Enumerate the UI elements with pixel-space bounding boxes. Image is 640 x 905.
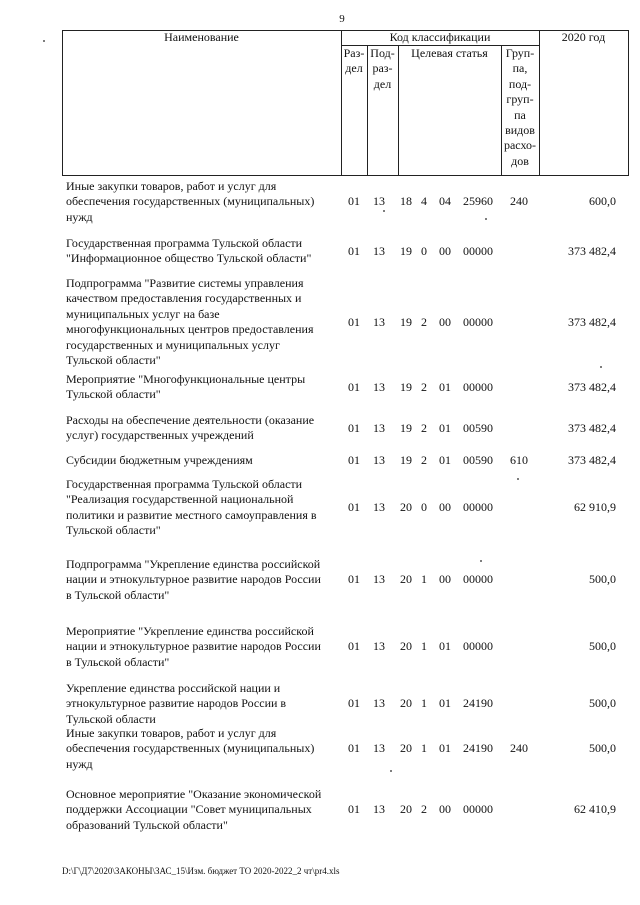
activity-code: 01: [439, 420, 451, 435]
razdel-code: 01: [348, 696, 360, 711]
subprogram-code: 2: [421, 420, 427, 435]
direction-code: 00000: [463, 500, 493, 515]
activity-code: 01: [439, 696, 451, 711]
program-code: 20: [400, 500, 412, 515]
row-name: Государственная программа Тульской области "Информационное общество Тульской области": [66, 236, 312, 266]
program-code: 20: [400, 741, 412, 756]
header-right-border: [628, 30, 629, 176]
subprogram-code: 1: [421, 741, 427, 756]
podrazdel-code: 13: [373, 314, 385, 329]
subprogram-code: 4: [421, 194, 427, 209]
direction-code: 00000: [463, 314, 493, 329]
activity-code: 01: [439, 379, 451, 394]
header-razdel: Раз- дел: [343, 46, 365, 76]
program-code: 19: [400, 314, 412, 329]
activity-code: 01: [439, 639, 451, 654]
amount-2020: 373 482,4: [568, 243, 616, 258]
subprogram-code: 1: [421, 639, 427, 654]
row-name: Основное мероприятие "Оказание экономической поддержки Ассоциации "Совет муниципальных образований Тульской области": [66, 787, 322, 832]
header-vid: Груп- па, под- груп- па видов расхо- дов: [503, 46, 537, 168]
table-header: [0, 28, 640, 176]
direction-code: 00000: [463, 639, 493, 654]
amount-2020: 500,0: [589, 741, 616, 756]
activity-code: 01: [439, 741, 451, 756]
direction-code: 25960: [463, 194, 493, 209]
program-code: 20: [400, 639, 412, 654]
scan-speck: [383, 210, 385, 212]
file-path-footer: D:\Г\Д7\2020\ЗАКОНЫ\ЗАС_15\Изм. бюджет ТО 2020-2022_2 чт\pr4.xls: [62, 866, 340, 876]
podrazdel-code: 13: [373, 696, 385, 711]
direction-code: 00000: [463, 243, 493, 258]
amount-2020: 62 410,9: [574, 802, 616, 817]
podrazdel-code: 13: [373, 420, 385, 435]
scan-speck: [517, 478, 519, 480]
razdel-code: 01: [348, 243, 360, 258]
razdel-code: 01: [348, 420, 360, 435]
header-year: 2020 год: [561, 30, 606, 44]
razdel-code: 01: [348, 639, 360, 654]
subprogram-code: 0: [421, 500, 427, 515]
header-classification: Код классификации: [389, 30, 491, 44]
header-col-divider: [539, 30, 540, 176]
row-name: Иные закупки товаров, работ и услуг для обеспечения государственных (муниципальных) нужд: [66, 179, 315, 224]
program-code: 19: [400, 379, 412, 394]
razdel-code: 01: [348, 572, 360, 587]
activity-code: 00: [439, 572, 451, 587]
direction-code: 00000: [463, 379, 493, 394]
program-code: 20: [400, 802, 412, 817]
activity-code: 00: [439, 802, 451, 817]
razdel-code: 01: [348, 379, 360, 394]
direction-code: 00590: [463, 420, 493, 435]
activity-code: 04: [439, 194, 451, 209]
expense-type-code: 240: [510, 194, 528, 209]
amount-2020: 373 482,4: [568, 314, 616, 329]
subprogram-code: 0: [421, 243, 427, 258]
podrazdel-code: 13: [373, 741, 385, 756]
razdel-code: 01: [348, 194, 360, 209]
podrazdel-code: 13: [373, 243, 385, 258]
scan-speck: [43, 40, 45, 42]
program-code: 19: [400, 453, 412, 467]
program-code: 20: [400, 572, 412, 587]
header-col-divider: [398, 45, 399, 176]
page-number: 9: [339, 13, 345, 25]
amount-2020: 373 482,4: [568, 420, 616, 435]
podrazdel-code: 13: [373, 194, 385, 209]
podrazdel-code: 13: [373, 572, 385, 587]
row-name: Иные закупки товаров, работ и услуг для обеспечения государственных (муниципальных) нужд: [66, 726, 315, 771]
subprogram-code: 2: [421, 314, 427, 329]
activity-code: 00: [439, 243, 451, 258]
direction-code: 24190: [463, 696, 493, 711]
row-name: Мероприятие "Укрепление единства российской нации и этнокультурное развитие народов России в Тульской области": [66, 624, 321, 669]
row-name: Государственная программа Тульской области "Реализация государственной национальной политики и развитие местного самоуправления в Тульской области": [66, 477, 317, 538]
scan-speck: [390, 770, 392, 772]
row-name: Подпрограмма "Развитие системы управления качеством предоставления государственных и муниципальных услуг на базе многофункциональных центров предоставления государственных и муниципальных услуг Тульской области": [66, 276, 314, 368]
podrazdel-code: 13: [373, 639, 385, 654]
subprogram-code: 1: [421, 572, 427, 587]
scan-speck: [485, 218, 487, 220]
program-code: 19: [400, 243, 412, 258]
podrazdel-code: 13: [373, 379, 385, 394]
subprogram-code: 2: [421, 379, 427, 394]
amount-2020: 600,0: [589, 194, 616, 209]
program-code: 19: [400, 420, 412, 435]
razdel-code: 01: [348, 802, 360, 817]
subprogram-code: 2: [421, 802, 427, 817]
row-name: Мероприятие "Многофункциональные центры Тульской области": [66, 372, 306, 402]
row-name: Укрепление единства российской нации и этнокультурное развитие народов России в Тульской области: [66, 681, 287, 726]
program-code: 18: [400, 194, 412, 209]
header-bottom-border: [62, 175, 629, 176]
activity-code: 00: [439, 500, 451, 515]
razdel-code: 01: [348, 500, 360, 515]
razdel-code: 01: [348, 741, 360, 756]
razdel-code: 01: [348, 453, 360, 467]
activity-code: 01: [439, 453, 451, 467]
header-podrazdel: Под- раз- дел: [370, 46, 395, 91]
direction-code: 24190: [463, 741, 493, 756]
direction-code: 00590: [463, 453, 493, 467]
amount-2020: 373 482,4: [568, 453, 616, 467]
amount-2020: 500,0: [589, 572, 616, 587]
scan-speck: [600, 366, 602, 368]
podrazdel-code: 13: [373, 500, 385, 515]
subprogram-code: 2: [421, 453, 427, 467]
row-name: Подпрограмма "Укрепление единства российской нации и этнокультурное развитие народов России в Тульской области": [66, 557, 321, 602]
row-name: Расходы на обеспечение деятельности (оказание услуг) государственных учреждений: [66, 413, 315, 443]
program-code: 20: [400, 696, 412, 711]
header-name: Наименование: [164, 30, 239, 44]
direction-code: 00000: [463, 572, 493, 587]
expense-type-code: 240: [510, 741, 528, 756]
header-left-border: [62, 30, 63, 176]
podrazdel-code: 13: [373, 453, 385, 467]
row-name: Субсидии бюджетным учреждениям: [66, 453, 253, 467]
amount-2020: 62 910,9: [574, 500, 616, 515]
amount-2020: 373 482,4: [568, 379, 616, 394]
header-target: Целевая статья: [411, 46, 488, 60]
subprogram-code: 1: [421, 696, 427, 711]
scan-speck: [480, 560, 482, 562]
activity-code: 00: [439, 314, 451, 329]
amount-2020: 500,0: [589, 639, 616, 654]
razdel-code: 01: [348, 314, 360, 329]
expense-type-code: 610: [510, 453, 528, 467]
podrazdel-code: 13: [373, 802, 385, 817]
amount-2020: 500,0: [589, 696, 616, 711]
direction-code: 00000: [463, 802, 493, 817]
